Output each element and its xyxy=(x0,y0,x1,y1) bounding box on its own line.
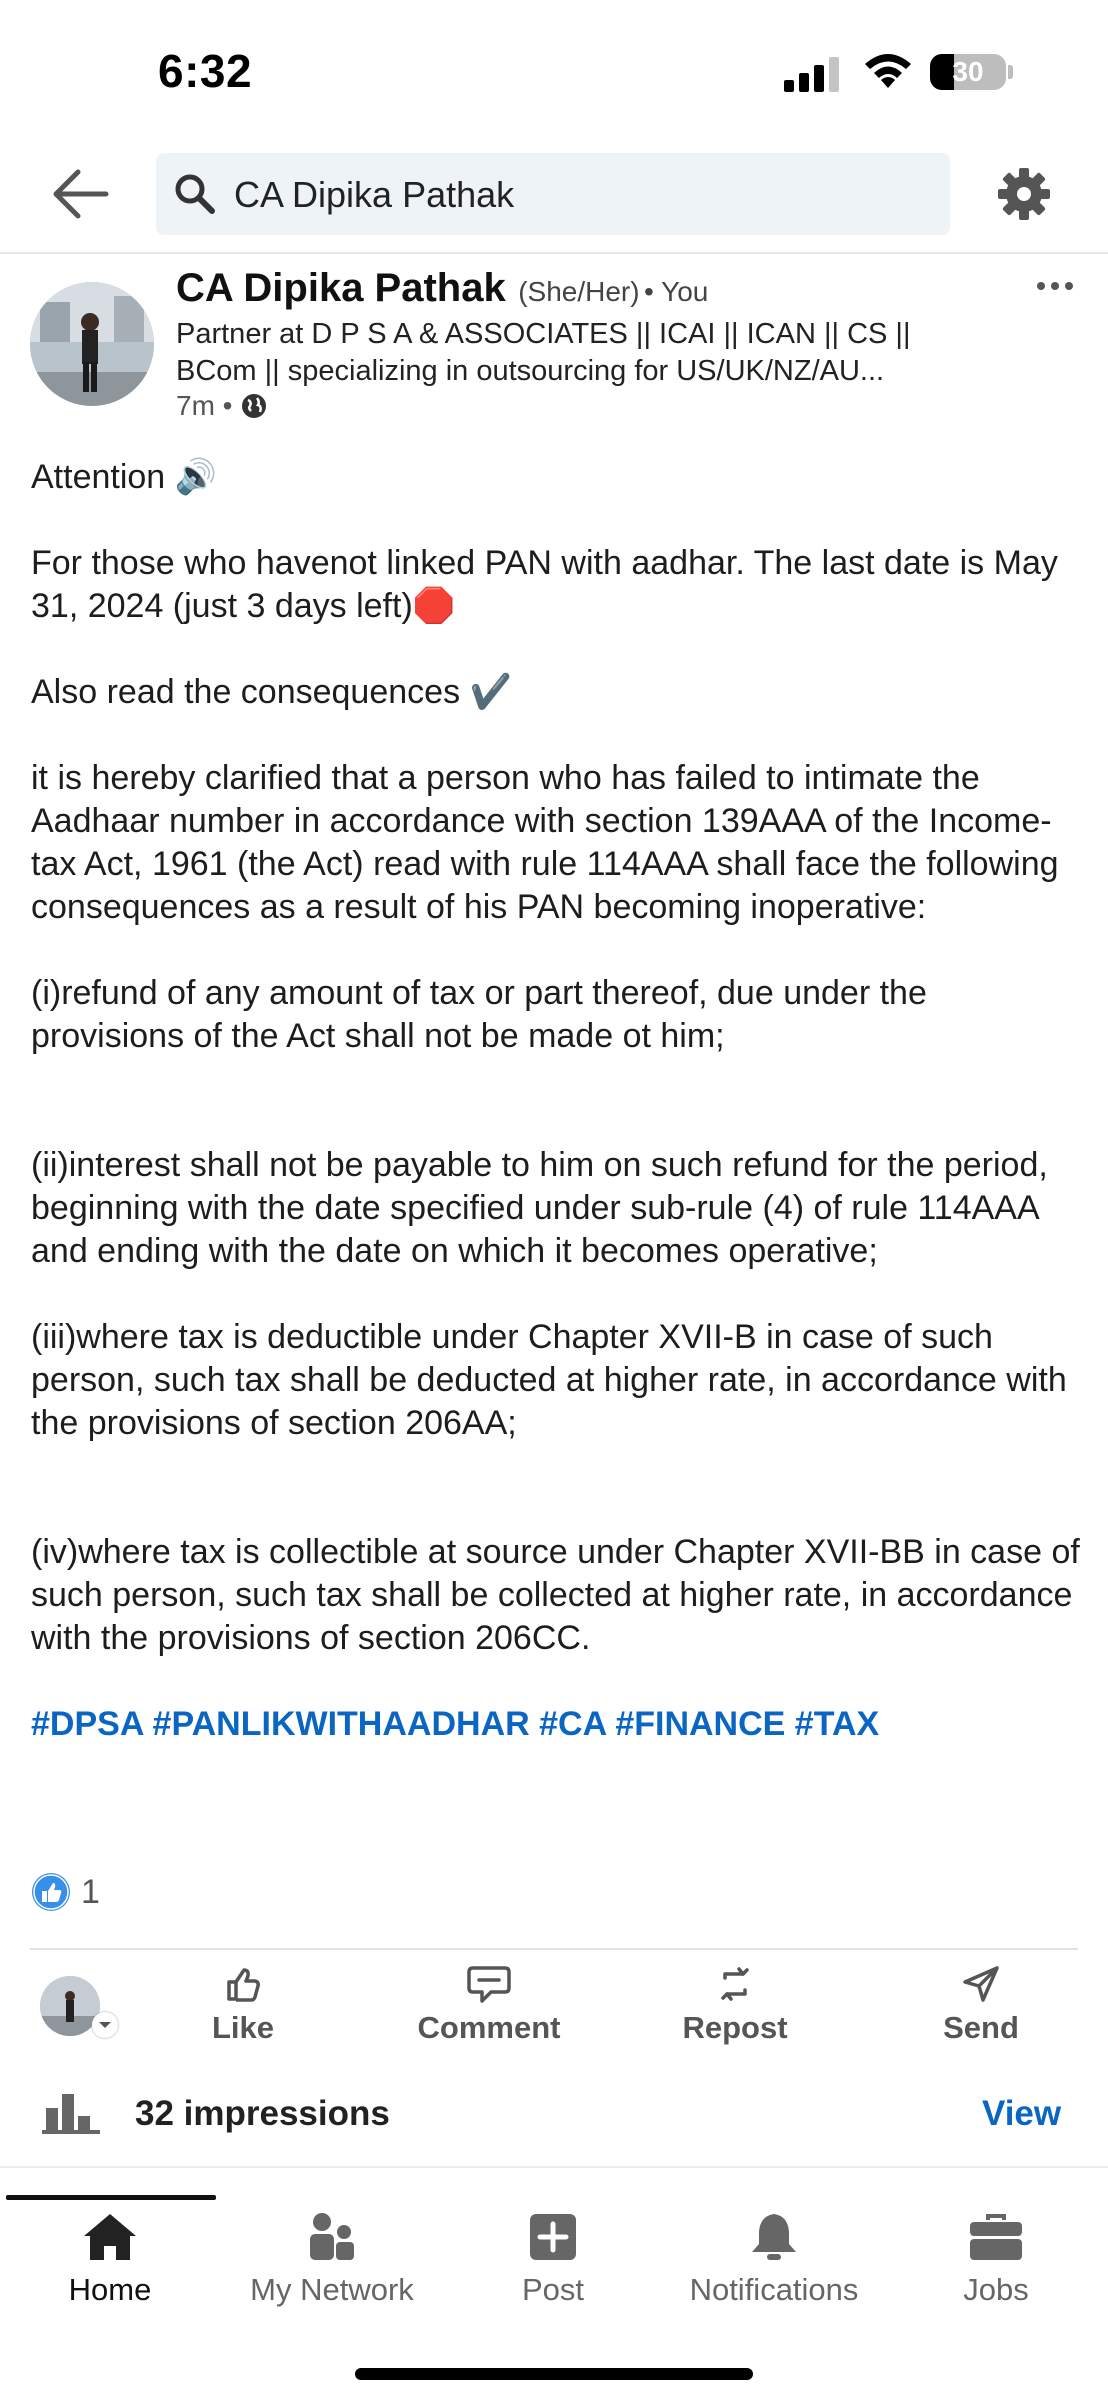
post-paragraph: (iii)where tax is deductible under Chapter XVII-B in case of such person, such tax shall be deducted at higher rate, in accordance with the provisions of section 206AA; xyxy=(31,1318,1067,1442)
bell-icon xyxy=(746,2212,802,2262)
post-plus-icon xyxy=(528,2212,578,2262)
send-label: Send xyxy=(943,2010,1019,2045)
thumbs-up-icon xyxy=(223,1964,263,2004)
post-paragraph: Attention 🔊 xyxy=(31,458,217,496)
actor-avatar-photo xyxy=(40,1976,100,2036)
tab-jobs[interactable] xyxy=(896,2212,1096,2308)
post-time: 7m • xyxy=(176,390,233,421)
impressions-count: 32 impressions xyxy=(135,2094,390,2133)
globe-icon xyxy=(240,392,268,420)
like-reaction-icon xyxy=(31,1872,71,1912)
tab-home-label: Home xyxy=(68,2272,152,2307)
settings-gear-icon[interactable] xyxy=(996,166,1052,222)
tab-post-label: Post xyxy=(521,2272,585,2307)
author-pronouns: (She/Her) xyxy=(518,276,640,307)
tab-jobs-label: Jobs xyxy=(963,2272,1029,2307)
comment-button[interactable] xyxy=(389,1964,589,2046)
send-icon xyxy=(961,1964,1001,2004)
repost-button[interactable] xyxy=(635,1964,835,2046)
send-button[interactable] xyxy=(881,1964,1081,2046)
author-name-line xyxy=(176,266,708,311)
tab-my-network-label: My Network xyxy=(250,2272,414,2307)
actor-avatar[interactable] xyxy=(40,1976,100,2036)
tab-post[interactable] xyxy=(453,2212,653,2308)
battery-indicator xyxy=(930,54,1006,90)
like-label: Like xyxy=(211,2010,275,2045)
status-time: 6:32 xyxy=(158,45,253,97)
post-paragraph: (iv)where tax is collectible at source under Chapter XVII-BB in case of such person, such tax shall be collected at higher rate, in accordance with the provisions of section 206CC. xyxy=(31,1533,1080,1657)
comment-label: Comment xyxy=(417,2010,561,2045)
briefcase-icon xyxy=(968,2212,1024,2262)
battery-tip xyxy=(1008,65,1013,79)
header-divider xyxy=(0,252,1108,254)
author-avatar[interactable] xyxy=(30,282,154,406)
chevron-down-icon xyxy=(92,2012,118,2038)
tab-notifications-label: Notifications xyxy=(689,2272,859,2307)
home-indicator xyxy=(355,2368,753,2380)
author-headline: Partner at D P S A & ASSOCIATES || ICAI || ICAN || CS || BCom || specializing in outsourcing for US/UK/NZ/AU... xyxy=(176,318,911,387)
like-button[interactable] xyxy=(143,1964,343,2046)
avatar-photo xyxy=(30,282,154,406)
reaction-summary[interactable] xyxy=(31,1872,100,1912)
back-arrow-icon[interactable] xyxy=(50,166,110,222)
reaction-count: 1 xyxy=(81,1872,100,1911)
post-paragraph: For those who havenot linked PAN with aadhar. The last date is May 31, 2024 (just 3 days left)🛑 xyxy=(31,544,1058,625)
battery-percentage: 30 xyxy=(952,56,984,87)
post-paragraph: (i)refund of any amount of tax or part thereof, due under the provisions of the Act shall not be made ot him; xyxy=(31,974,927,1055)
post-meta xyxy=(176,390,268,422)
search-icon xyxy=(172,171,218,217)
view-analytics-link[interactable]: View xyxy=(982,2094,1062,2133)
tab-home[interactable] xyxy=(10,2212,210,2308)
more-options-icon[interactable] xyxy=(1036,280,1074,292)
comment-icon xyxy=(467,1964,511,2004)
repost-icon xyxy=(715,1964,755,2004)
post-paragraph: it is hereby clarified that a person who has failed to intimate the Aadhaar number in accordance with section 139AAA of the Income-tax Act, 1961 (the Act) read with rule 114AAA shall face the following consequences as a result of his PAN becoming inoperative: xyxy=(31,759,1059,926)
wifi-icon xyxy=(862,52,914,90)
analytics-bar-icon xyxy=(42,2090,100,2134)
cellular-signal-icon xyxy=(784,56,842,92)
connection-degree: • You xyxy=(644,276,709,307)
post-hashtags[interactable]: #DPSA #PANLIKWITHAADHAR #CA #FINANCE #TAX xyxy=(31,1705,880,1743)
tab-my-network[interactable] xyxy=(232,2212,432,2308)
tabbar-divider xyxy=(0,2166,1108,2168)
home-icon xyxy=(82,2212,138,2262)
post-paragraph: Also read the consequences ✔️ xyxy=(31,673,512,711)
repost-label: Repost xyxy=(682,2010,788,2045)
search-query: CA Dipika Pathak xyxy=(234,174,515,215)
post-paragraph: (ii)interest shall not be payable to him on such refund for the period, beginning with the date specified under sub-rule (4) of rule 114AAA and ending with the date on which it becomes operative; xyxy=(31,1146,1048,1270)
tab-notifications[interactable] xyxy=(674,2212,874,2308)
author-name[interactable]: CA Dipika Pathak xyxy=(176,266,506,310)
post-body xyxy=(31,456,1081,1746)
reactions-divider xyxy=(30,1948,1078,1950)
my-network-icon xyxy=(304,2212,360,2262)
active-tab-indicator xyxy=(6,2195,216,2200)
search-bar[interactable] xyxy=(156,153,950,235)
actor-switch-caret[interactable] xyxy=(92,2012,118,2038)
